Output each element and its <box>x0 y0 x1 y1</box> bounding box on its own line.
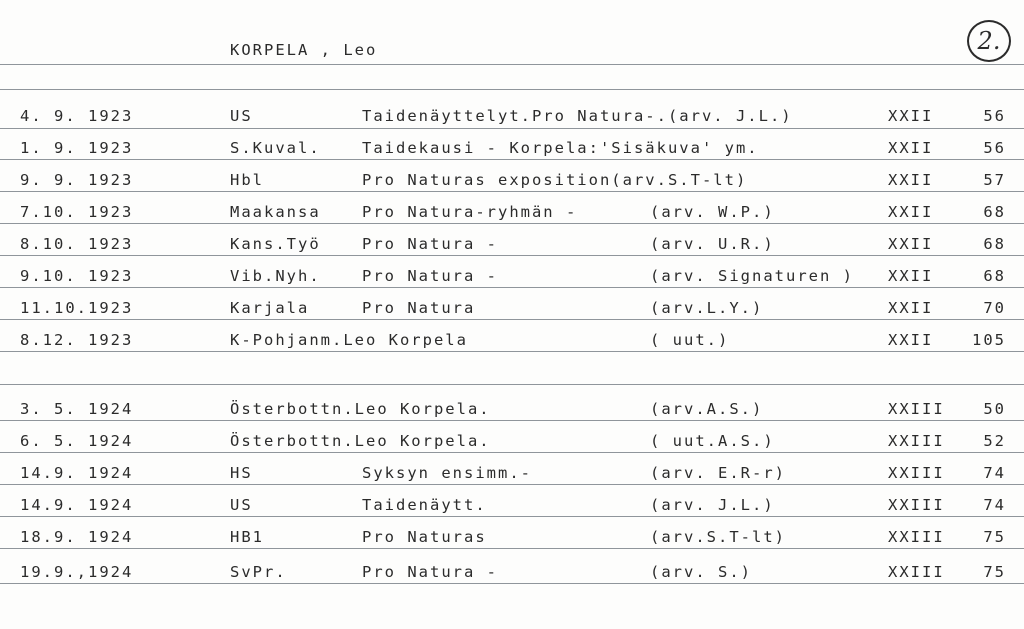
entry-note: (arv.S.T-lt) <box>650 528 786 546</box>
entry-source: Österbottn.Leo Korpela. <box>230 400 491 418</box>
entry-source: HS <box>230 464 253 482</box>
entry-page: 75 <box>983 528 1006 546</box>
entry-note: (arv.A.S.) <box>650 400 764 418</box>
entry-date: 9. 9. 1923 <box>20 171 134 189</box>
entry-date: 3. 5. 1924 <box>20 400 134 418</box>
entry-note: (arv. W.P.) <box>650 203 775 221</box>
rule-line <box>0 128 1024 129</box>
entry-volume: XXII <box>888 203 934 221</box>
entry-source: Vib.Nyh. <box>230 267 321 285</box>
entry-volume: XXII <box>888 171 934 189</box>
entry-note: (arv. E.R-r) <box>650 464 786 482</box>
entry-page: 57 <box>983 171 1006 189</box>
entry-title: Pro Natura - <box>362 267 498 285</box>
rule-line <box>0 255 1024 256</box>
entry-date: 4. 9. 1923 <box>20 107 134 125</box>
entry-date: 6. 5. 1924 <box>20 432 134 450</box>
rule-line <box>0 548 1024 549</box>
entry-volume: XXIII <box>888 464 945 482</box>
entry-title: Pro Naturas <box>362 528 487 546</box>
rule-line <box>0 484 1024 485</box>
entry-title: Syksyn ensimm.- <box>362 464 532 482</box>
entry-volume: XXIII <box>888 528 945 546</box>
entry-page: 105 <box>972 331 1006 349</box>
rule-line <box>0 516 1024 517</box>
entry-page: 56 <box>983 139 1006 157</box>
entry-page: 68 <box>983 203 1006 221</box>
entry-source: Kans.Työ <box>230 235 321 253</box>
entry-date: 14.9. 1924 <box>20 496 134 514</box>
entry-page: 74 <box>983 496 1006 514</box>
rule-line <box>0 351 1024 352</box>
entry-date: 18.9. 1924 <box>20 528 134 546</box>
entry-page: 68 <box>983 235 1006 253</box>
rule-line <box>0 159 1024 160</box>
entry-title: Pro Naturas exposition(arv.S.T-lt) <box>362 171 748 189</box>
entry-page: 56 <box>983 107 1006 125</box>
entry-source: K-Pohjanm.Leo Korpela <box>230 331 468 349</box>
entry-note: ( uut.A.S.) <box>650 432 775 450</box>
entry-date: 7.10. 1923 <box>20 203 134 221</box>
rule-line <box>0 287 1024 288</box>
person-name: KORPELA , Leo <box>230 41 378 59</box>
entry-note: (arv. U.R.) <box>650 235 775 253</box>
rule-line <box>0 223 1024 224</box>
entry-note: (arv. S.) <box>650 563 752 581</box>
entry-volume: XXII <box>888 107 934 125</box>
entry-volume: XXIII <box>888 496 945 514</box>
entry-source: HB1 <box>230 528 264 546</box>
entry-date: 19.9.,1924 <box>20 563 134 581</box>
entry-date: 14.9. 1924 <box>20 464 134 482</box>
entry-volume: XXIII <box>888 432 945 450</box>
entry-note: ( uut.) <box>650 331 730 349</box>
entry-page: 50 <box>983 400 1006 418</box>
entry-page: 68 <box>983 267 1006 285</box>
entry-volume: XXIII <box>888 563 945 581</box>
entry-volume: XXII <box>888 331 934 349</box>
entry-title: Taidenäytt. <box>362 496 487 514</box>
entry-source: US <box>230 107 253 125</box>
entry-note: (arv. Signaturen ) <box>650 267 854 285</box>
entry-page: 70 <box>983 299 1006 317</box>
entry-source: Maakansa <box>230 203 321 221</box>
entry-volume: XXII <box>888 235 934 253</box>
entry-title: Pro Natura <box>362 299 476 317</box>
entry-note: (arv.L.Y.) <box>650 299 764 317</box>
entry-date: 9.10. 1923 <box>20 267 134 285</box>
entry-source: Hbl <box>230 171 264 189</box>
entry-volume: XXIII <box>888 400 945 418</box>
entry-volume: XXII <box>888 139 934 157</box>
entry-volume: XXII <box>888 267 934 285</box>
rule-line <box>0 420 1024 421</box>
entry-date: 8.10. 1923 <box>20 235 134 253</box>
entry-source: US <box>230 496 253 514</box>
rule-line <box>0 452 1024 453</box>
entry-source: Österbottn.Leo Korpela. <box>230 432 491 450</box>
entry-title: Pro Natura - <box>362 235 498 253</box>
entry-title: Pro Natura-ryhmän - <box>362 203 578 221</box>
entry-date: 8.12. 1923 <box>20 331 134 349</box>
entry-note: (arv. J.L.) <box>650 496 775 514</box>
entry-title: Taidenäyttelyt.Pro Natura-.(arv. J.L.) <box>362 107 793 125</box>
rule-line <box>0 89 1024 90</box>
entry-title: Taidekausi - Korpela:'Sisäkuva' ym. <box>362 139 759 157</box>
entry-source: SvPr. <box>230 563 287 581</box>
entry-source: Karjala <box>230 299 310 317</box>
entry-page: 75 <box>983 563 1006 581</box>
rule-line <box>0 191 1024 192</box>
entry-date: 11.10.1923 <box>20 299 134 317</box>
rule-line <box>0 384 1024 385</box>
rule-line <box>0 64 1024 65</box>
entry-date: 1. 9. 1923 <box>20 139 134 157</box>
card-number-circle: 2. <box>967 20 1011 62</box>
entry-title: Pro Natura - <box>362 563 498 581</box>
rule-line <box>0 319 1024 320</box>
entry-volume: XXII <box>888 299 934 317</box>
entry-page: 52 <box>983 432 1006 450</box>
entry-source: S.Kuval. <box>230 139 321 157</box>
rule-line <box>0 583 1024 584</box>
entry-page: 74 <box>983 464 1006 482</box>
